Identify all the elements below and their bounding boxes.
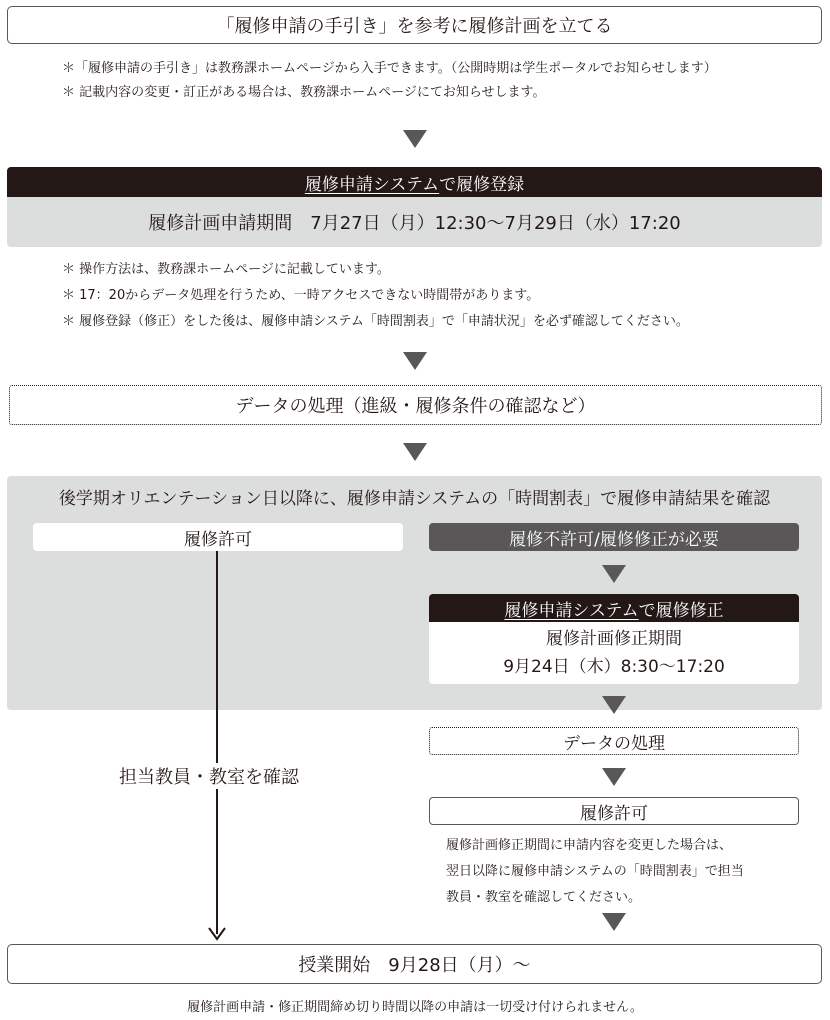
permitted2-box	[429, 797, 799, 825]
fix-header-rest: で履修修正	[638, 600, 724, 621]
fix-header	[429, 594, 799, 622]
down-arrow-icon	[602, 913, 626, 931]
step2-note-2: ＊ 17：20からデータ処理を行うため、一時アクセスできない時間帯があります。	[62, 288, 540, 303]
step5-title: 授業開始 9月28日（月）〜	[298, 955, 531, 976]
fix-note-line: 教員・教室を確認してください。	[446, 890, 642, 905]
down-arrow-icon	[602, 565, 626, 583]
step2-note-3: ＊ 履修登録（修正）をした後は、履修申請システム「時間割表」で「申請状況」を必ず確認してください。	[62, 314, 689, 329]
down-arrow-icon	[403, 130, 427, 148]
step3-box	[9, 385, 822, 425]
step5-box	[7, 944, 822, 984]
step1-box	[7, 6, 822, 44]
down-arrow-icon	[403, 352, 427, 370]
footer-note: 履修計画申請・修正期間締め切り時間以降の申請は一切受け付けられません。	[187, 1000, 643, 1015]
down-arrow-icon	[602, 696, 626, 714]
step2-header-rest: で履修登録	[439, 174, 525, 195]
step1-title: 「履修申請の手引き」を参考に履修計画を立てる	[216, 16, 613, 37]
fix-system-link: 履修申請システム	[504, 600, 639, 621]
down-arrow-icon	[602, 768, 626, 786]
step1-note-1: ＊「履修申請の手引き」は教務課ホームページから入手できます。（公開時期は学生ポータルでお知らせします）	[62, 61, 717, 76]
permitted-label: 履修許可	[184, 529, 252, 550]
step4-title: 後学期オリエンテーション日以降に、履修申請システムの「時間割表」で履修申請結果を確認	[58, 489, 771, 509]
step2-system-link: 履修申請システム	[304, 174, 440, 195]
fix-notes	[446, 833, 744, 911]
fix-period-label: 履修計画修正期間	[546, 629, 682, 649]
fix-period-date: 9月24日（木）8:30〜17:20	[503, 657, 725, 677]
step2-period-box	[7, 197, 822, 247]
not-permitted-label: 履修不許可/履修修正が必要	[509, 529, 719, 550]
step2-header	[7, 167, 822, 197]
check-teacher-label: 担当教員・教室を確認	[119, 763, 299, 789]
step2-period: 履修計画申請期間 7月27日（月）12:30〜7月29日（水）17:20	[148, 213, 681, 234]
step2-note-1: ＊ 操作方法は、教務課ホームページに記載しています。	[62, 262, 390, 277]
fix-note-line: 翌日以降に履修申請システムの「時間割表」で担当	[446, 864, 744, 879]
fix-period-box	[429, 622, 799, 684]
arrowhead-icon	[207, 926, 227, 942]
data-processing-label: データの処理	[563, 733, 665, 754]
step1-note-2: ＊ 記載内容の変更・訂正がある場合は、教務課ホームページにてお知らせします。	[62, 85, 546, 100]
permitted2-label: 履修許可	[580, 803, 648, 824]
down-arrow-icon	[403, 443, 427, 461]
data-processing-box	[429, 727, 799, 755]
step3-title: データの処理（進級・履修条件の確認など）	[235, 396, 596, 417]
long-arrow-line	[216, 551, 218, 934]
not-permitted-box	[429, 523, 799, 551]
fix-note-line: 履修計画修正期間に申請内容を変更した場合は、	[446, 838, 733, 853]
permitted-box	[33, 523, 403, 551]
